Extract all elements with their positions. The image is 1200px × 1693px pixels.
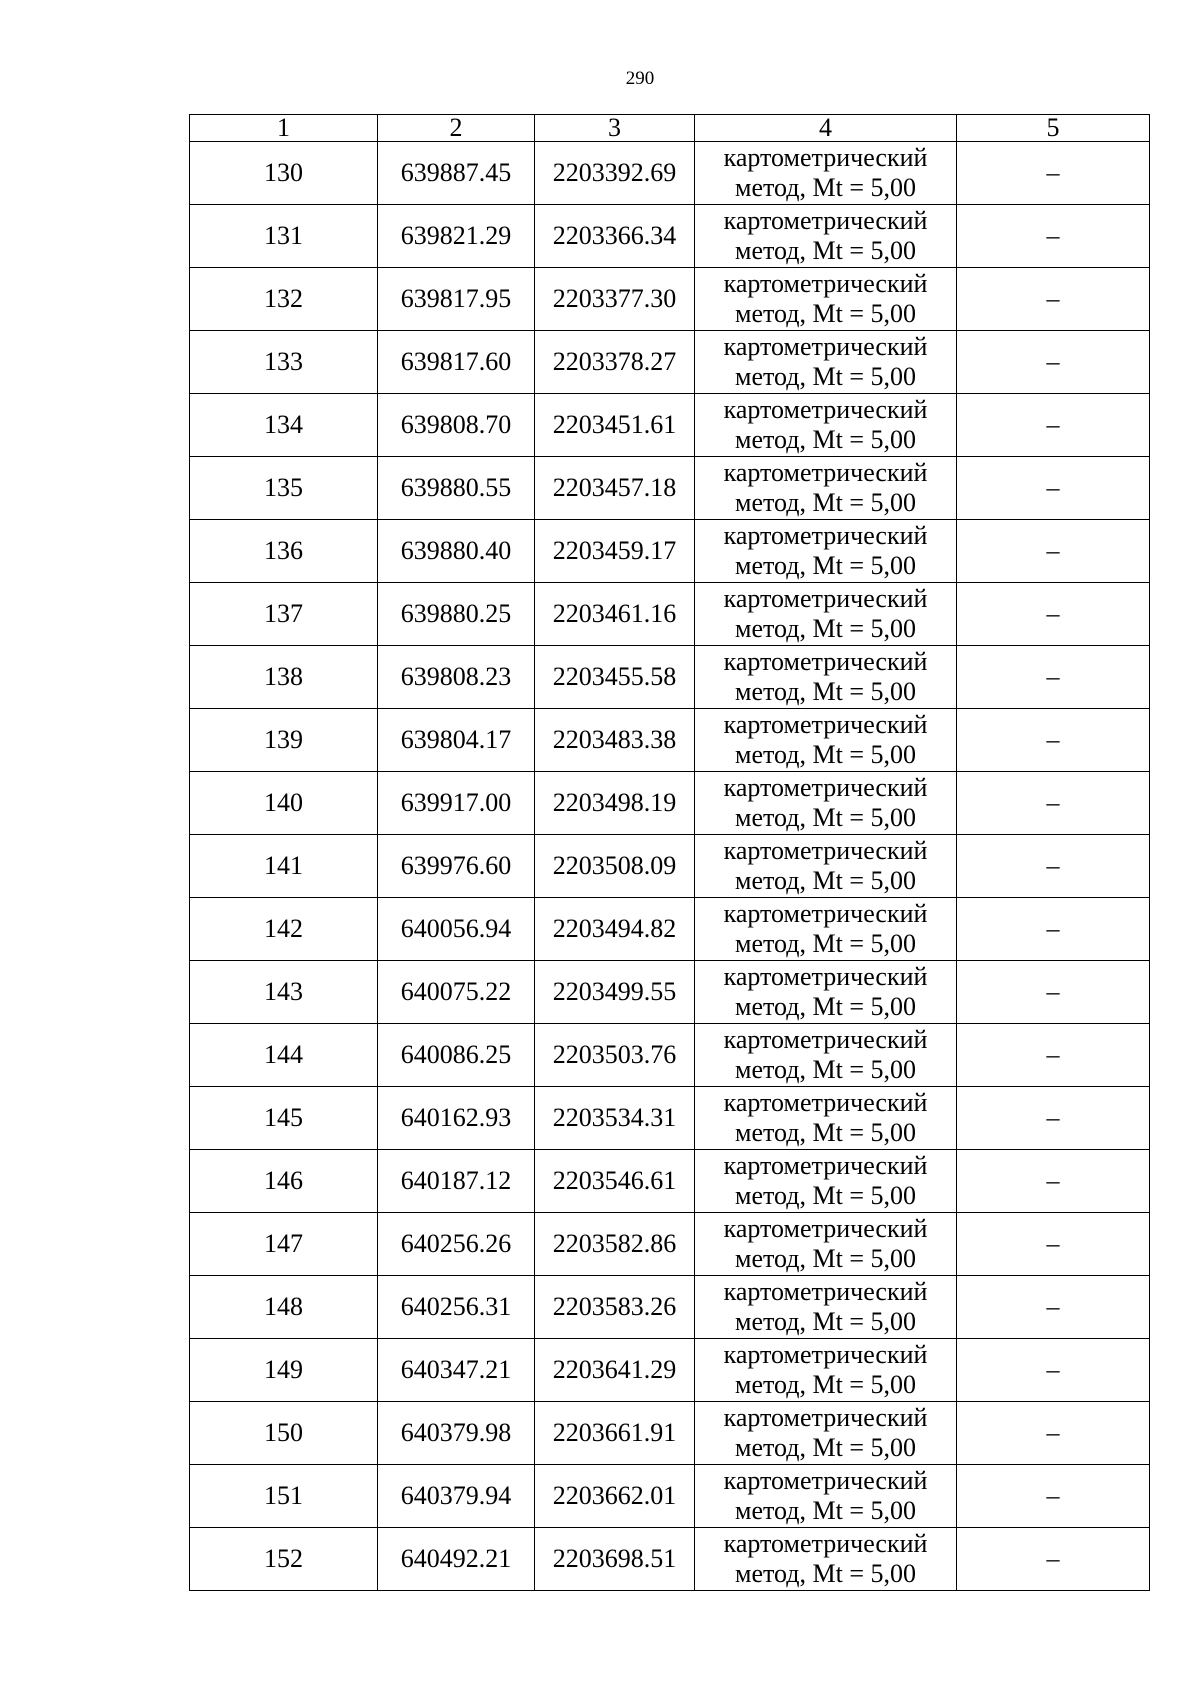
point-number-cell: 134 (190, 394, 378, 457)
method-line-1: картометрический (723, 1529, 928, 1558)
method-cell (695, 1213, 957, 1276)
y-coordinate-cell: 2203662.01 (535, 1465, 695, 1528)
method-line-2: метод, Mt = 5,00 (735, 488, 916, 517)
x-coordinate-cell: 640187.12 (378, 1150, 535, 1213)
method-line-2: метод, Mt = 5,00 (735, 929, 916, 958)
point-number-cell: 150 (190, 1402, 378, 1465)
note-cell: – (957, 1024, 1150, 1087)
header-col-3: 3 (535, 115, 695, 142)
header-col-2: 2 (378, 115, 535, 142)
method-cell (695, 1087, 957, 1150)
x-coordinate-cell: 640075.22 (378, 961, 535, 1024)
method-cell (695, 1339, 957, 1402)
point-number-cell: 152 (190, 1528, 378, 1591)
method-line-1: картометрический (723, 521, 928, 550)
method-line-2: метод, Mt = 5,00 (735, 1433, 916, 1462)
method-cell (695, 457, 957, 520)
note-cell: – (957, 331, 1150, 394)
table-row (190, 1213, 1150, 1276)
point-number-cell: 151 (190, 1465, 378, 1528)
note-cell: – (957, 1402, 1150, 1465)
x-coordinate-cell: 639821.29 (378, 205, 535, 268)
y-coordinate-cell: 2203451.61 (535, 394, 695, 457)
y-coordinate-cell: 2203378.27 (535, 331, 695, 394)
method-line-2: метод, Mt = 5,00 (735, 425, 916, 454)
point-number-cell: 145 (190, 1087, 378, 1150)
method-cell (695, 268, 957, 331)
table-row (190, 835, 1150, 898)
point-number-cell: 131 (190, 205, 378, 268)
note-cell: – (957, 772, 1150, 835)
method-line-2: метод, Mt = 5,00 (735, 992, 916, 1021)
method-cell (695, 709, 957, 772)
x-coordinate-cell: 640056.94 (378, 898, 535, 961)
method-line-2: метод, Mt = 5,00 (735, 740, 916, 769)
method-line-1: картометрический (723, 1403, 928, 1432)
point-number-cell: 141 (190, 835, 378, 898)
method-line-1: картометрический (723, 647, 928, 676)
method-cell (695, 1528, 957, 1591)
header-row (190, 115, 1150, 142)
method-line-2: метод, Mt = 5,00 (735, 362, 916, 391)
method-line-1: картометрический (723, 332, 928, 361)
point-number-cell: 132 (190, 268, 378, 331)
method-line-2: метод, Mt = 5,00 (735, 803, 916, 832)
point-number-cell: 133 (190, 331, 378, 394)
point-number-cell: 144 (190, 1024, 378, 1087)
method-cell (695, 520, 957, 583)
table-row (190, 1024, 1150, 1087)
note-cell: – (957, 1213, 1150, 1276)
table-row (190, 1402, 1150, 1465)
method-line-1: картометрический (723, 1466, 928, 1495)
point-number-cell: 139 (190, 709, 378, 772)
header-col-1: 1 (190, 115, 378, 142)
method-line-1: картометрический (723, 773, 928, 802)
y-coordinate-cell: 2203508.09 (535, 835, 695, 898)
table-row (190, 205, 1150, 268)
note-cell: – (957, 646, 1150, 709)
y-coordinate-cell: 2203377.30 (535, 268, 695, 331)
table-body (190, 142, 1150, 1591)
note-cell: – (957, 835, 1150, 898)
y-coordinate-cell: 2203582.86 (535, 1213, 695, 1276)
method-cell (695, 583, 957, 646)
point-number-cell: 140 (190, 772, 378, 835)
point-number-cell: 147 (190, 1213, 378, 1276)
point-number-cell: 142 (190, 898, 378, 961)
method-line-2: метод, Mt = 5,00 (735, 677, 916, 706)
y-coordinate-cell: 2203546.61 (535, 1150, 695, 1213)
point-number-cell: 148 (190, 1276, 378, 1339)
method-line-1: картометрический (723, 710, 928, 739)
y-coordinate-cell: 2203498.19 (535, 772, 695, 835)
note-cell: – (957, 457, 1150, 520)
table-header (190, 115, 1150, 142)
x-coordinate-cell: 640162.93 (378, 1087, 535, 1150)
method-line-1: картометрический (723, 836, 928, 865)
method-line-1: картометрический (723, 1340, 928, 1369)
table-row (190, 1528, 1150, 1591)
table-row (190, 1276, 1150, 1339)
method-line-2: метод, Mt = 5,00 (735, 1055, 916, 1084)
y-coordinate-cell: 2203392.69 (535, 142, 695, 205)
method-line-2: метод, Mt = 5,00 (735, 1307, 916, 1336)
method-cell (695, 772, 957, 835)
x-coordinate-cell: 640379.98 (378, 1402, 535, 1465)
method-cell (695, 898, 957, 961)
note-cell: – (957, 1528, 1150, 1591)
table-row (190, 646, 1150, 709)
method-cell (695, 1465, 957, 1528)
y-coordinate-cell: 2203483.38 (535, 709, 695, 772)
note-cell: – (957, 898, 1150, 961)
x-coordinate-cell: 639808.70 (378, 394, 535, 457)
note-cell: – (957, 709, 1150, 772)
method-cell (695, 835, 957, 898)
method-line-2: метод, Mt = 5,00 (735, 236, 916, 265)
point-number-cell: 138 (190, 646, 378, 709)
method-line-2: метод, Mt = 5,00 (735, 1181, 916, 1210)
method-line-1: картометрический (723, 584, 928, 613)
method-cell (695, 394, 957, 457)
table-row (190, 520, 1150, 583)
page-number: 290 (625, 68, 655, 89)
note-cell: – (957, 394, 1150, 457)
table-row (190, 1465, 1150, 1528)
note-cell: – (957, 142, 1150, 205)
x-coordinate-cell: 639976.60 (378, 835, 535, 898)
note-cell: – (957, 1339, 1150, 1402)
table-row (190, 1339, 1150, 1402)
table-row (190, 709, 1150, 772)
method-line-1: картометрический (723, 206, 928, 235)
x-coordinate-cell: 639880.25 (378, 583, 535, 646)
method-line-1: картометрический (723, 1277, 928, 1306)
table-row (190, 457, 1150, 520)
x-coordinate-cell: 640492.21 (378, 1528, 535, 1591)
method-line-2: метод, Mt = 5,00 (735, 1559, 916, 1588)
x-coordinate-cell: 640347.21 (378, 1339, 535, 1402)
method-cell (695, 142, 957, 205)
method-line-1: картометрический (723, 458, 928, 487)
table-row (190, 1150, 1150, 1213)
table-row (190, 268, 1150, 331)
point-number-cell: 130 (190, 142, 378, 205)
coordinates-table (189, 114, 1150, 1591)
point-number-cell: 135 (190, 457, 378, 520)
method-cell (695, 205, 957, 268)
table-row (190, 1087, 1150, 1150)
method-line-1: картометрический (723, 1214, 928, 1243)
method-line-2: метод, Mt = 5,00 (735, 1244, 916, 1273)
method-line-1: картометрический (723, 395, 928, 424)
method-line-2: метод, Mt = 5,00 (735, 1496, 916, 1525)
header-col-4: 4 (695, 115, 957, 142)
method-cell (695, 331, 957, 394)
note-cell: – (957, 268, 1150, 331)
x-coordinate-cell: 639808.23 (378, 646, 535, 709)
method-line-2: метод, Mt = 5,00 (735, 1370, 916, 1399)
method-line-1: картометрический (723, 899, 928, 928)
x-coordinate-cell: 639817.60 (378, 331, 535, 394)
method-line-1: картометрический (723, 1151, 928, 1180)
table-row (190, 583, 1150, 646)
method-cell (695, 961, 957, 1024)
y-coordinate-cell: 2203583.26 (535, 1276, 695, 1339)
note-cell: – (957, 1150, 1150, 1213)
x-coordinate-cell: 639917.00 (378, 772, 535, 835)
x-coordinate-cell: 639880.40 (378, 520, 535, 583)
x-coordinate-cell: 640086.25 (378, 1024, 535, 1087)
note-cell: – (957, 520, 1150, 583)
note-cell: – (957, 1087, 1150, 1150)
method-cell (695, 646, 957, 709)
point-number-cell: 137 (190, 583, 378, 646)
note-cell: – (957, 205, 1150, 268)
y-coordinate-cell: 2203641.29 (535, 1339, 695, 1402)
method-line-1: картометрический (723, 1088, 928, 1117)
note-cell: – (957, 583, 1150, 646)
x-coordinate-cell: 640379.94 (378, 1465, 535, 1528)
note-cell: – (957, 961, 1150, 1024)
table-row (190, 394, 1150, 457)
header-col-5: 5 (957, 115, 1150, 142)
table-row (190, 898, 1150, 961)
y-coordinate-cell: 2203461.16 (535, 583, 695, 646)
y-coordinate-cell: 2203459.17 (535, 520, 695, 583)
point-number-cell: 146 (190, 1150, 378, 1213)
table-row (190, 961, 1150, 1024)
method-cell (695, 1024, 957, 1087)
y-coordinate-cell: 2203534.31 (535, 1087, 695, 1150)
method-line-1: картометрический (723, 269, 928, 298)
x-coordinate-cell: 639817.95 (378, 268, 535, 331)
method-line-2: метод, Mt = 5,00 (735, 299, 916, 328)
table-row (190, 142, 1150, 205)
x-coordinate-cell: 640256.31 (378, 1276, 535, 1339)
note-cell: – (957, 1276, 1150, 1339)
method-line-1: картометрический (723, 962, 928, 991)
method-cell (695, 1150, 957, 1213)
method-line-2: метод, Mt = 5,00 (735, 866, 916, 895)
x-coordinate-cell: 640256.26 (378, 1213, 535, 1276)
x-coordinate-cell: 639887.45 (378, 142, 535, 205)
y-coordinate-cell: 2203503.76 (535, 1024, 695, 1087)
method-cell (695, 1402, 957, 1465)
method-line-2: метод, Mt = 5,00 (735, 173, 916, 202)
method-line-2: метод, Mt = 5,00 (735, 614, 916, 643)
method-line-1: картометрический (723, 1025, 928, 1054)
y-coordinate-cell: 2203698.51 (535, 1528, 695, 1591)
point-number-cell: 149 (190, 1339, 378, 1402)
note-cell: – (957, 1465, 1150, 1528)
point-number-cell: 136 (190, 520, 378, 583)
y-coordinate-cell: 2203494.82 (535, 898, 695, 961)
x-coordinate-cell: 639804.17 (378, 709, 535, 772)
y-coordinate-cell: 2203457.18 (535, 457, 695, 520)
y-coordinate-cell: 2203661.91 (535, 1402, 695, 1465)
point-number-cell: 143 (190, 961, 378, 1024)
y-coordinate-cell: 2203499.55 (535, 961, 695, 1024)
method-cell (695, 1276, 957, 1339)
y-coordinate-cell: 2203455.58 (535, 646, 695, 709)
method-line-1: картометрический (723, 143, 928, 172)
table-row (190, 772, 1150, 835)
x-coordinate-cell: 639880.55 (378, 457, 535, 520)
method-line-2: метод, Mt = 5,00 (735, 1118, 916, 1147)
table-row (190, 331, 1150, 394)
method-line-2: метод, Mt = 5,00 (735, 551, 916, 580)
y-coordinate-cell: 2203366.34 (535, 205, 695, 268)
